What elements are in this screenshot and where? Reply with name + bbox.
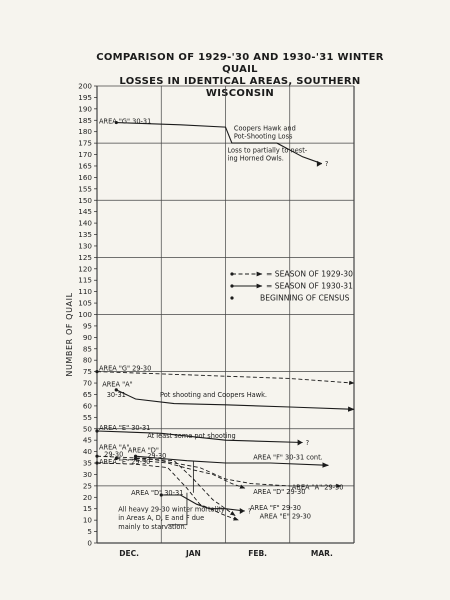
y-tick-label: 160	[78, 172, 92, 182]
y-tick-label: 110	[78, 287, 92, 297]
y-tick-label: 65	[82, 389, 92, 399]
y-tick-label: 120	[78, 264, 92, 274]
series-label: AREA "E" 29-30	[259, 512, 311, 521]
y-tick-label: 35	[82, 458, 92, 468]
y-tick-label: 55	[82, 412, 92, 422]
y-tick-label: 135	[78, 230, 92, 240]
y-tick-label: 5	[87, 527, 92, 537]
y-tick-label: 90	[82, 332, 92, 342]
series-label: AREA "D"	[127, 446, 159, 455]
y-tick-label: 115	[78, 275, 92, 285]
y-tick-label: 40	[82, 447, 92, 457]
annotation-text: in Areas A, D, E and F due	[118, 514, 205, 523]
y-tick-label: 0	[87, 538, 92, 548]
series-label: 29-30	[147, 451, 167, 460]
series-label: AREA "E" 29-30	[99, 458, 151, 467]
y-tick-label: 125	[78, 252, 92, 262]
series-label: AREA "A" 29-30	[291, 483, 344, 492]
y-tick-label: 195	[78, 92, 92, 102]
y-tick-label: 100	[78, 310, 92, 319]
y-tick-label: 190	[78, 104, 92, 114]
series-label: AREA "A"	[102, 380, 133, 389]
y-tick-label: 155	[78, 184, 92, 194]
series-end-question-0: ?	[324, 160, 329, 169]
legend-dot-marker	[230, 296, 233, 299]
x-tick-label: FEB.	[248, 549, 268, 558]
series-label: AREA "F" 30-31 cont.	[253, 453, 323, 462]
series-label: AREA "D" 29-30	[253, 487, 306, 496]
legend-label: BEGINNING OF CENSUS	[260, 293, 350, 303]
y-tick-label: 175	[78, 138, 92, 148]
series-label: 30-31	[106, 390, 126, 399]
x-tick-label: DEC.	[119, 549, 139, 558]
y-tick-label: 105	[78, 298, 92, 308]
series-label: AREA "F" 29-30	[249, 503, 301, 512]
series-label: AREA "D" 30-31	[131, 489, 184, 498]
legend-label: = SEASON OF 1930-31	[266, 281, 353, 291]
annotation-text: Pot-Shooting Loss	[233, 132, 293, 141]
y-tick-label: 45	[82, 435, 92, 445]
y-tick-label: 140	[78, 218, 92, 228]
y-tick-label: 20	[82, 492, 92, 502]
y-axis-label: NUMBER OF QUAIL	[65, 292, 74, 377]
y-tick-label: 145	[78, 207, 92, 217]
y-tick-label: 165	[78, 161, 92, 171]
y-tick-label: 150	[78, 195, 92, 205]
x-tick-label: MAR.	[310, 549, 333, 558]
chart-title-line-2: LOSSES IN IDENTICAL AREAS, SOUTHERN WISCONSIN	[119, 76, 361, 99]
y-tick-label: 80	[82, 355, 92, 365]
y-tick-label: 50	[82, 424, 92, 434]
series-label: AREA "A"	[99, 443, 130, 452]
legend-label: = SEASON OF 1929-30	[266, 269, 353, 279]
series-end-arrow-3	[298, 439, 303, 445]
annotation-text: At least some pot shooting	[147, 431, 236, 440]
series-label: 29-30	[104, 450, 124, 459]
x-tick-label: JAN	[185, 549, 201, 558]
annotation-text: Pot shooting and Coopers Hawk.	[160, 390, 268, 399]
annotation-text: Coopers Hawk and	[233, 124, 296, 133]
series-label: AREA "E" 30-31	[99, 423, 151, 432]
annotation-text: Loss to partially to nest-	[227, 146, 308, 155]
y-tick-label: 30	[82, 469, 92, 479]
annotation-text: ing Horned Owls.	[227, 154, 284, 163]
y-tick-label: 85	[82, 344, 92, 354]
y-tick-label: 10	[82, 515, 92, 525]
y-tick-label: 60	[82, 401, 92, 411]
y-tick-label: 170	[78, 150, 92, 160]
y-tick-label: 180	[78, 127, 92, 137]
y-tick-label: 15	[82, 504, 92, 514]
series-label: AREA "G" 29-30	[99, 364, 152, 373]
y-tick-label: 25	[82, 481, 92, 491]
y-tick-label: 70	[82, 378, 92, 388]
series-end-arrow-9	[240, 508, 245, 514]
y-tick-label: 185	[78, 115, 92, 125]
series-end-arrow-0	[317, 161, 322, 167]
y-tick-label: 75	[82, 367, 92, 377]
annotation-text: All heavy 29-30 winter mortality	[118, 505, 225, 514]
chart-title-line-1: COMPARISON OF 1929-'30 AND 1930-'31 WINTER QUAIL	[96, 52, 384, 75]
series-end-question-3: ?	[305, 438, 310, 447]
series-end-question-9: ?	[247, 507, 252, 516]
annotation-text: mainly to starvation.	[118, 522, 187, 531]
y-tick-label: 130	[78, 241, 92, 251]
y-tick-label: 95	[82, 321, 92, 331]
series-label: AREA "G" 30-31	[99, 117, 152, 126]
y-tick-label: 200	[78, 81, 92, 91]
